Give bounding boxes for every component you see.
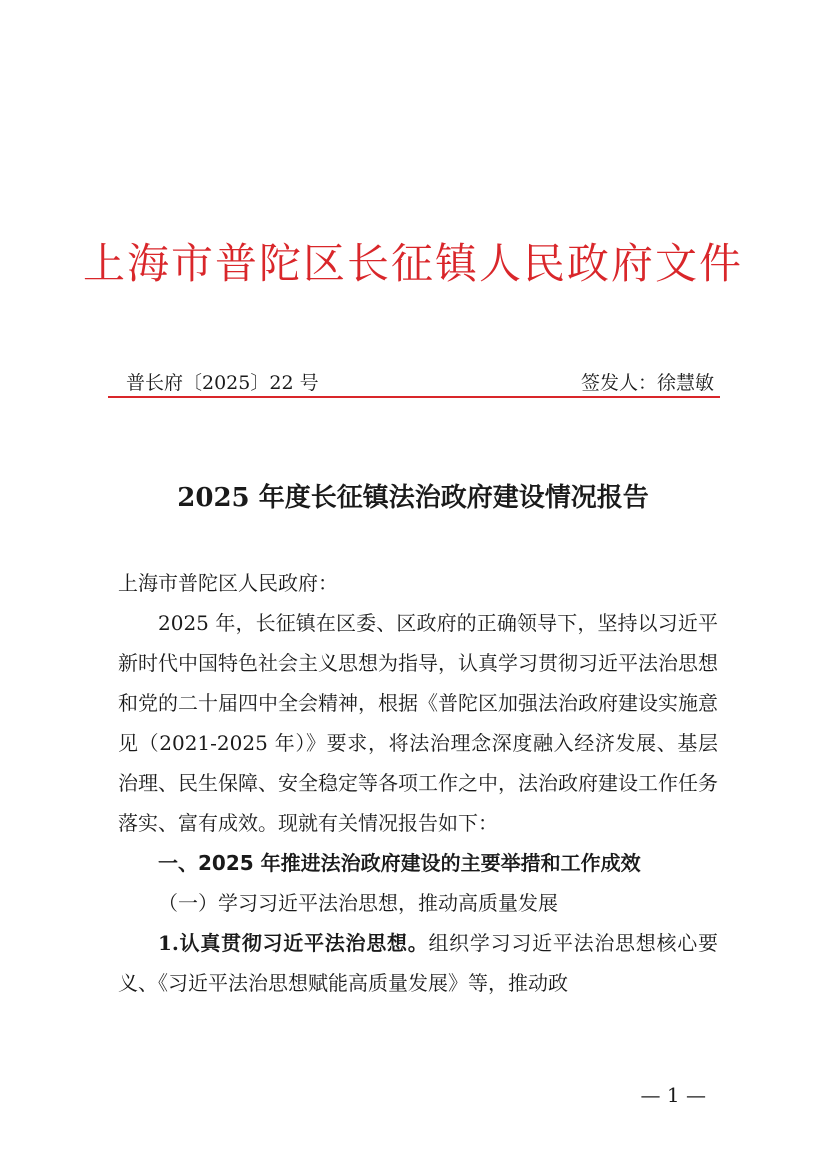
- subsection-heading: （一）学习习近平法治思想，推动高质量发展: [158, 891, 558, 915]
- item-text: 组织学习习近平法治思想核心要义、《习近平法治思想赋能高质量发展》等，推动政: [118, 931, 718, 995]
- intro-paragraph: 2025 年，长征镇在区委、区政府的正确领导下，坚持以习近平新时代中国特色社会主义思想为指导，认真学习贯彻习近平法治思想和党的二十届四中全会精神，根据《普陀区加强法治政府建设实施意见（2021-2025 年）》要求，将法治理念深度融入经济发展、基层治理、民生保障、安全稳定等各项工作之中，法治政府建设工作任务落实、富有成效。现就有关情况报告如下：: [118, 611, 718, 835]
- report-title: 2025 年度长征镇法治政府建设情况报告: [177, 483, 649, 513]
- issuer-header: 上海市普陀区长征镇人民政府文件: [82, 239, 743, 288]
- salutation: 上海市普陀区人民政府：: [118, 571, 338, 595]
- item-lead: 1.认真贯彻习近平法治思想。: [158, 931, 429, 955]
- document-number: 普长府〔2025〕22 号: [126, 372, 319, 394]
- signer: 签发人：徐慧敏: [580, 372, 714, 394]
- page-number: — 1 —: [640, 1083, 706, 1107]
- section-heading: 一、2025 年推进法治政府建设的主要举措和工作成效: [158, 851, 641, 875]
- red-separator-line: [108, 396, 720, 398]
- report-body: [118, 563, 718, 1003]
- item-paragraph: [118, 923, 718, 1003]
